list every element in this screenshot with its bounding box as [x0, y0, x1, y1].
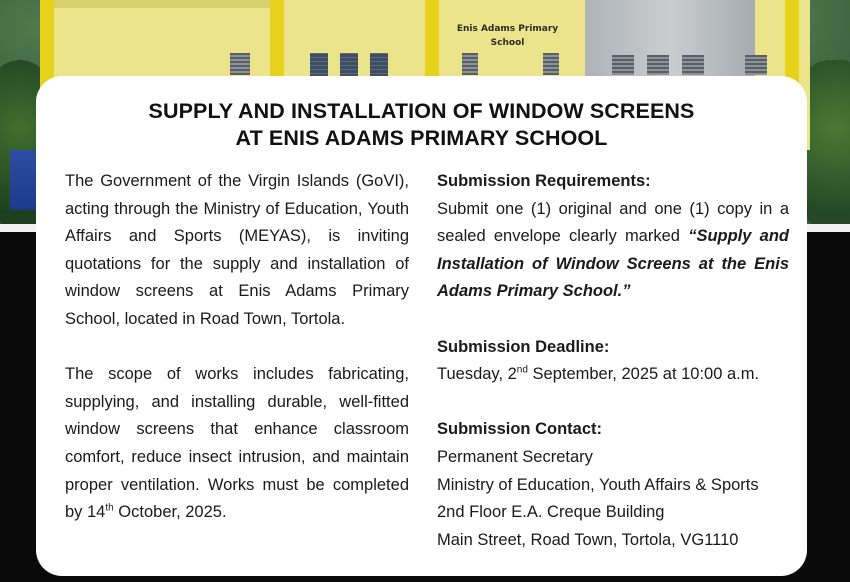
contact-line: Main Street, Road Town, Tortola, VG1110 — [437, 530, 739, 549]
requirements-text — [437, 196, 789, 306]
ordinal-suffix: th — [105, 502, 114, 514]
contact-section — [437, 416, 789, 554]
window — [370, 53, 388, 77]
title-line: AT ENIS ADAMS PRIMARY SCHOOL — [235, 126, 608, 150]
deadline-heading: Submission Deadline: — [437, 337, 610, 356]
vent — [682, 55, 704, 75]
requirements-heading: Submission Requirements: — [437, 172, 651, 190]
roof-eave — [54, 0, 270, 8]
scope-text-end: October, 2025. — [113, 503, 227, 522]
vent — [647, 55, 669, 75]
contact-line: Permanent Secretary — [437, 447, 593, 466]
school-sign: Enis Adams Primary School — [456, 24, 559, 48]
vent — [745, 55, 767, 75]
contact-line: 2nd Floor E.A. Creque Building — [437, 503, 665, 522]
vent — [462, 53, 478, 75]
deadline-day: Tuesday, 2 — [437, 365, 517, 384]
scope-paragraph — [65, 361, 409, 527]
right-column — [437, 168, 789, 582]
window — [340, 53, 358, 77]
deadline-section — [437, 334, 789, 389]
requirements-section — [437, 168, 789, 306]
contact-heading: Submission Contact: — [437, 420, 603, 439]
contact-line: Ministry of Education, Youth Affairs & Sports — [437, 475, 759, 494]
vent — [230, 53, 250, 75]
intro-paragraph: The Government of the Virgin Islands (GoVI), acting through the Ministry of Education, Youth Affairs and Sports (MEYAS), is inviting quotations for the supply and installation of window screens at Enis Adams Primary School, located in Road Town, Tortola. — [65, 172, 409, 328]
vent — [612, 55, 634, 75]
notice-title — [36, 98, 807, 152]
notice-card — [36, 76, 807, 576]
deadline-text — [437, 361, 789, 389]
requirements-body: Submit one (1) original and one (1) copy in a sealed envelope clearly marked — [437, 199, 789, 246]
scope-text: The scope of works includes fabricating, supplying, and installing durable, well-fitted window screens that enhance classroom comfort, reduce insect intrusion, and maintain proper ventilation. Works must be completed by 14 — [65, 365, 409, 522]
title-line: SUPPLY AND INSTALLATION OF WINDOW SCREENS — [148, 99, 695, 123]
left-column — [65, 168, 409, 554]
ordinal-suffix: nd — [516, 364, 528, 376]
requirements-marking: “Supply and Installation of Window Screens at the Enis Adams Primary School.” — [437, 227, 789, 301]
vent — [543, 53, 559, 75]
deadline-rest: September, 2025 at 10:00 a.m. — [527, 365, 760, 384]
window — [310, 53, 328, 77]
